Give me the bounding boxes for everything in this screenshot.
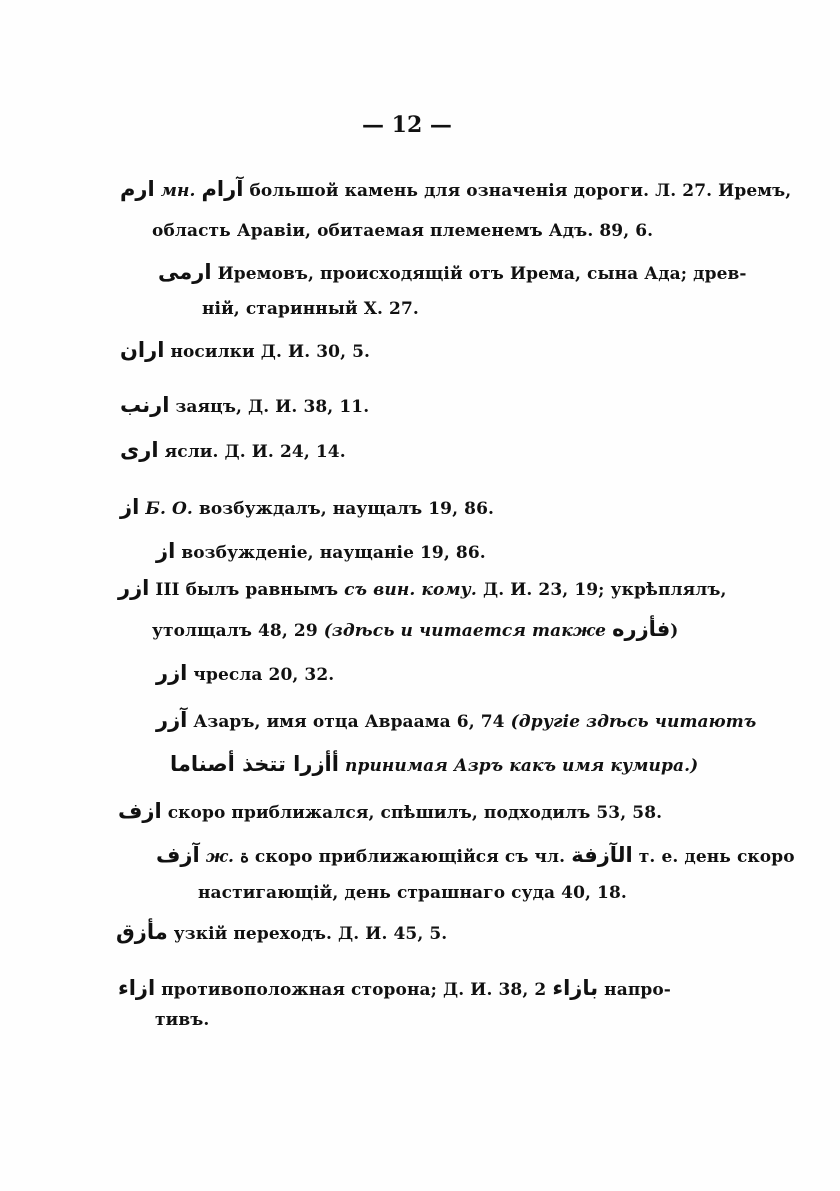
arabic-headword: ازر [156,661,188,685]
entry-line [158,260,747,284]
definition-text: Д. И. 23, 19; укрѣплялъ, [482,580,727,600]
definition-text: ній, старинный Х. 27. [202,299,419,319]
entry-line [156,708,756,732]
entry-line [156,843,795,867]
arabic-headword: ارمی [158,260,212,284]
definition-text: носилки Д. И. 30, 5. [170,342,371,362]
entry-line [156,661,334,685]
definition-text: тивъ. [155,1010,210,1030]
arabic-form: آرام [201,177,244,201]
definition-text: большой камень для означенія дороги. Л. 27. Иремъ, [249,181,792,201]
arabic-headword: ارم [120,177,155,201]
entry-line [116,920,447,944]
entry-line [120,338,370,362]
entry-line [152,617,678,641]
arabic-headword: مأزق [116,920,168,944]
arabic-form: بازاء [552,976,599,1000]
arabic-headword: اری [120,438,159,462]
definition-text: возбуждалъ, наущалъ 19, 86. [198,499,495,519]
definition-text: область Аравіи, обитаемая племенемъ Адъ. 89, 6. [152,221,654,241]
arabic-form: الآزفة [571,843,633,867]
entry-line [170,752,698,776]
arabic-headword: ازر [118,576,150,600]
arabic-headword: اران [120,338,165,362]
arabic-headword: ازاء [118,976,156,1000]
entry-line [118,799,662,823]
entry-line [118,576,727,600]
definition-text: чресла 20, 32. [193,665,335,685]
arabic-variant: فأزره [612,617,671,641]
definition-text: настигающій, день страшнаго суда 40, 18. [198,883,627,903]
entry-line [120,495,494,519]
arabic-headword: آزف [156,843,200,867]
definition-text: заяцъ, Д. И. 38, 11. [175,397,370,417]
entry-line [202,299,419,319]
arabic-quote: أأزرا تتخذ أصناما [170,752,339,776]
arabic-headword: آزر [156,708,188,732]
arabic-headword: از [156,539,176,563]
entry-line [155,1010,209,1030]
entry-line [152,221,653,241]
definition-text: Азаръ, имя отца Авраама 6, 74 [193,712,505,732]
entry-line [120,393,369,417]
page-number: — 12 — [362,112,452,138]
definition-text: возбужденіе, наущаніе 19, 86. [181,543,486,563]
entry-line [120,177,791,201]
definition-text: ة скоро приближающійся съ чл. [240,847,566,867]
definition-text: III былъ равнымъ [155,580,339,600]
grammar-note: мн. [160,181,196,201]
definition-text: скоро приближался, спѣшилъ, подходилъ 53, 58. [167,803,663,823]
definition-text: ясли. Д. И. 24, 14. [164,442,346,462]
closing-paren: ) [670,621,679,641]
grammar-note: (здѣсь и читается также [323,621,607,641]
definition-text: Иремовъ, происходящій отъ Ирема, сына Ада; древ- [217,264,747,284]
definition-text: т. е. день скоро [638,847,795,867]
arabic-headword: از [120,495,140,519]
arabic-headword: ارنب [120,393,170,417]
entry-line [120,438,346,462]
grammar-note: принимая Азръ какъ имя кумира.) [345,756,699,776]
grammar-note: (другіе здѣсь читаютъ [510,712,757,732]
grammar-note: Б. О. [145,499,193,519]
entry-line [156,539,486,563]
entry-line [118,976,671,1000]
definition-text: узкій переходъ. Д. И. 45, 5. [173,924,448,944]
definition-text: противоположная сторона; Д. И. 38, 2 [161,980,547,1000]
definition-text: утолщалъ 48, 29 [152,621,318,641]
grammar-note: съ вин. кому. [344,580,477,600]
definition-text: напро- [604,980,671,1000]
entry-line [198,883,627,903]
arabic-headword: ازف [118,799,162,823]
grammar-note: ж. [205,847,235,867]
